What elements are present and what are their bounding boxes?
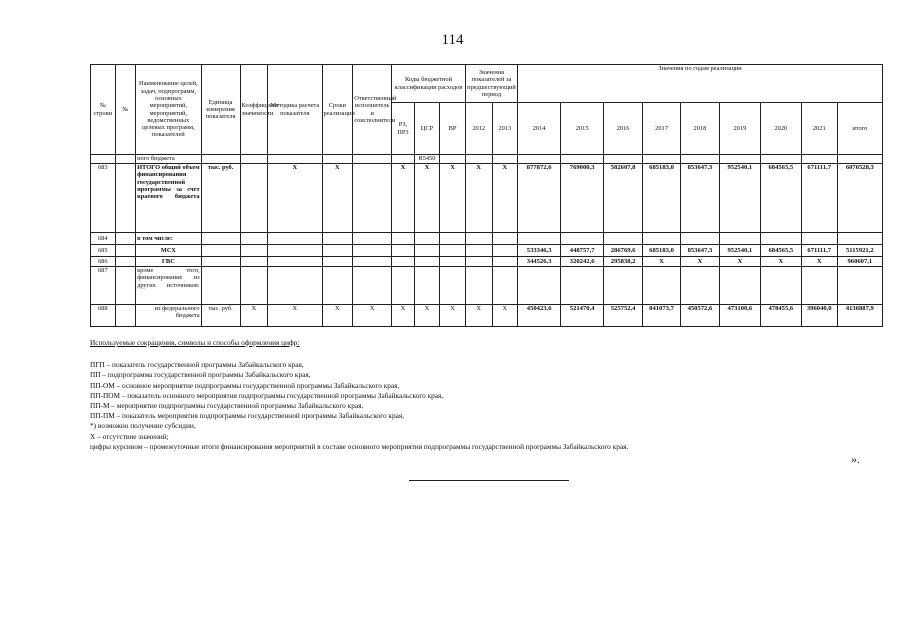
header-2015: 2015 <box>561 103 604 155</box>
row-no: 684 <box>91 233 116 245</box>
row-name: кроме того, финансирование из других источников: <box>136 267 202 305</box>
note-line: ПГП – показатель государственной программы Забайкальского края, <box>90 360 304 370</box>
row-responsible: X <box>353 305 392 327</box>
row-value-2014: 533346,3 <box>518 245 561 257</box>
row-value-2020: 684565,5 <box>760 245 801 257</box>
header-name: Наименование целей, задач, подпрограмм, основных мероприятий, мероприятий, ведомственных целевых программ, показателей <box>136 65 202 155</box>
header-coef: Коэффициент значимости <box>240 65 268 155</box>
row-no: 685 <box>91 245 116 257</box>
row-value-total: 6076528,3 <box>837 164 882 233</box>
row-value-2015: 521470,4 <box>561 305 604 327</box>
program-table <box>90 64 883 327</box>
header-2014: 2014 <box>518 103 561 155</box>
row-no: 688 <box>91 305 116 327</box>
note-line: X – отсутствие значений; <box>90 431 169 441</box>
row-value-2021: 671111,7 <box>801 164 837 233</box>
header-prev-values: Значения показателей за предшествующий период <box>465 65 517 103</box>
row-rz: X <box>392 164 415 233</box>
page-number: 114 <box>441 32 464 48</box>
header-2019: 2019 <box>719 103 760 155</box>
program-table-wrapper <box>90 64 883 327</box>
row-value-2021: 396040,0 <box>801 305 837 327</box>
header-terms: Сроки реализации <box>322 65 353 155</box>
table-row <box>91 155 883 164</box>
row-name: из федерального бюджета <box>136 305 202 327</box>
row-value-2020: 684565,5 <box>760 164 801 233</box>
row-name: ИТОГО общий объем финансирования государственной программы за счет краевого бюджета <box>136 164 202 233</box>
row-value-2016: 525752,4 <box>604 305 643 327</box>
header-2017: 2017 <box>643 103 681 155</box>
table-row <box>91 305 883 327</box>
header-rz: РЗ, ПР3 <box>392 103 415 155</box>
row-value-total: 5115921,2 <box>837 245 882 257</box>
header-num: № <box>115 65 135 155</box>
row-2012: X <box>465 164 492 233</box>
row-value-2021: X <box>801 257 837 267</box>
header-row-no: № строки <box>91 65 116 155</box>
row-value-2014: 344526,3 <box>518 257 561 267</box>
header-2018: 2018 <box>680 103 719 155</box>
header-vr: ВР <box>440 103 466 155</box>
table-row <box>91 267 883 305</box>
header-2013: 2013 <box>492 103 518 155</box>
row-value-2017: 685183,0 <box>643 245 681 257</box>
row-value-2016: 286769,6 <box>604 245 643 257</box>
row-value-2018: 450572,6 <box>680 305 719 327</box>
row-value-2018: X <box>680 257 719 267</box>
notes-title: Используемые сокращения, символы и способы оформления цифр: <box>90 338 300 347</box>
row-value-2015: 448757,7 <box>561 245 604 257</box>
row-value-2018: 853647,3 <box>680 164 719 233</box>
row-value-2019: X <box>719 257 760 267</box>
row-value-2017: X <box>643 257 681 267</box>
header-2012: 2012 <box>465 103 492 155</box>
row-name: ГВС <box>136 257 202 267</box>
row-value-2015: 769000,3 <box>561 164 604 233</box>
row-2012: X <box>465 305 492 327</box>
row-value-2021: 671111,7 <box>801 245 837 257</box>
note-line: ПП-ОМ – основное мероприятие подпрограммы государственной программы Забайкальского края, <box>90 380 400 390</box>
table-row <box>91 245 883 257</box>
row-value-2016: 295838,2 <box>604 257 643 267</box>
row-value-2017: 685183,0 <box>643 164 681 233</box>
note-line: цифры курсивом – промежуточные итоги финансирования мероприятий в составе основного мероприятия подпрограммы государственной программы Забайкальского края. <box>90 441 629 451</box>
note-line: ПП-ПОМ – показатель основного мероприятия подпрограммы государственной программы Забайкальского края, <box>90 390 444 400</box>
row-value-2016: 582607,8 <box>604 164 643 233</box>
row-rz: X <box>392 305 415 327</box>
note-line: ПП – подпрограмма государственной программы Забайкальского края, <box>90 370 311 380</box>
table-row <box>91 164 883 233</box>
header-total: итого <box>837 103 882 155</box>
row-no: 687 <box>91 267 116 305</box>
row-value-2019: 952540,1 <box>719 164 760 233</box>
table-row <box>91 233 883 245</box>
row-2013: X <box>492 164 518 233</box>
row-method: X <box>268 164 322 233</box>
header-unit: Единица измерения показателя <box>201 65 240 155</box>
row-vr: X <box>440 305 466 327</box>
row-value-2019: 473100,6 <box>719 305 760 327</box>
row-no: 683 <box>91 164 116 233</box>
header-budget-codes: Коды бюджетной классификации расходов <box>392 65 466 103</box>
note-line: *) возможно получение субсидии, <box>90 421 196 431</box>
header-years-values: Значения по годам реализации <box>518 65 883 103</box>
header-2021: 2021 <box>801 103 837 155</box>
note-line: ПП-ПМ – показатель мероприятия подпрограммы государственной программы Забайкальского края, <box>90 411 405 421</box>
row-csr: X <box>414 164 440 233</box>
row-value-2014: 450423,6 <box>518 305 561 327</box>
header-2016: 2016 <box>604 103 643 155</box>
row-value-2017: 841073,7 <box>643 305 681 327</box>
note-line: ПП-М – мероприятие подпрограммы государственной программы Забайкальского края, <box>90 401 364 411</box>
signature-line <box>409 480 569 481</box>
header-responsible: Ответственный исполнитель и соисполнители <box>353 65 392 155</box>
row-csr: R5450 <box>414 155 440 164</box>
header-method: Методика расчета показателя <box>268 65 322 155</box>
row-value-2020: X <box>760 257 801 267</box>
table-row <box>91 257 883 267</box>
row-terms: X <box>322 164 353 233</box>
row-csr: X <box>414 305 440 327</box>
header-csr: ЦСР <box>414 103 440 155</box>
row-value-2020: 478455,6 <box>760 305 801 327</box>
row-value-2018: 853647,3 <box>680 245 719 257</box>
row-method: X <box>268 305 322 327</box>
row-name: МСХ <box>136 245 202 257</box>
row-unit: тыс. руб. <box>201 305 240 327</box>
row-vr: X <box>440 164 466 233</box>
row-terms: X <box>322 305 353 327</box>
row-2013: X <box>492 305 518 327</box>
row-name: ного бюджета <box>136 155 202 164</box>
row-value-2019: 952540,1 <box>719 245 760 257</box>
row-value-2015: 320242,6 <box>561 257 604 267</box>
row-value-2014: 877872,6 <box>518 164 561 233</box>
row-value-total: 4136887,9 <box>837 305 882 327</box>
row-coef: X <box>240 305 268 327</box>
abbreviations-notes <box>90 338 890 452</box>
closing-quote: ». <box>851 452 860 466</box>
row-name: в том числе: <box>136 233 202 245</box>
row-unit: тыс. руб. <box>201 164 240 233</box>
row-value-total: 960607,1 <box>837 257 882 267</box>
row-no: 686 <box>91 257 116 267</box>
header-2020: 2020 <box>760 103 801 155</box>
